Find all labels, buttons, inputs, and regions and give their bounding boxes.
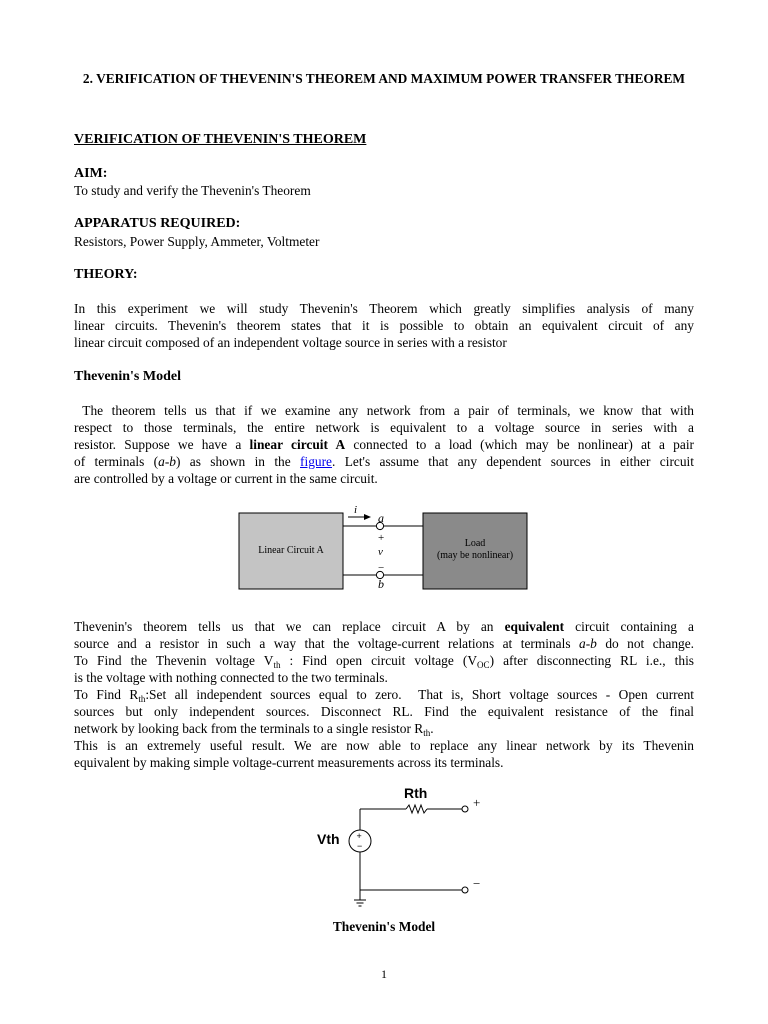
load-sublabel: (may be nonlinear) (436, 550, 514, 561)
text-run: source and a resistor in such a way that the voltage-current relations at terminals (74, 636, 580, 651)
bold-term: equivalent (504, 619, 565, 634)
text-run: To Find R (74, 687, 139, 702)
model-line-5: are controlled by a voltage or current in the same circuit. (74, 471, 378, 486)
plus-sign: + (378, 532, 385, 544)
apparatus-heading: APPARATUS REQUIRED: (74, 216, 241, 231)
subscript: th (423, 728, 431, 738)
aim-text: To study and verify the Thevenin's Theorem (74, 183, 311, 198)
current-arrowhead (364, 514, 371, 520)
subscript: OC (477, 660, 490, 670)
theory-line: In this experiment we will study Thevenin's Theorem which greatly simplifies analysis of many (74, 301, 694, 316)
model-line-1: The theorem tells us that if we examine any network from a pair of terminals, we know that with (74, 403, 694, 418)
replace-line-9: equivalent by making simple voltage-current measurements across its terminals. (74, 755, 504, 770)
replace-line-8: This is an extremely useful result. We are now able to replace any linear network by its Thevenin (74, 738, 694, 753)
model-heading: Thevenin's Model (74, 369, 181, 384)
figure-caption: Thevenin's Model (332, 919, 436, 934)
current-label: i (354, 504, 358, 516)
terminal-a-label: a (378, 511, 384, 525)
replace-paragraph (74, 618, 694, 771)
page-number: 1 (381, 967, 387, 981)
rth-label: Rth (404, 785, 428, 801)
thevenin-model-figure (312, 778, 492, 918)
text-run: ) as shown in the (175, 454, 301, 469)
terminal-b-label: b (378, 577, 384, 591)
text-run: connected to a load (which may be nonlinear) at a pair (345, 437, 695, 452)
theory-heading: THEORY: (74, 267, 138, 282)
replace-line-1 (74, 618, 694, 635)
text-run: of terminals ( (74, 454, 159, 469)
text-run: To Find the Thevenin voltage V (74, 653, 274, 668)
terminal-minus-sign: − (473, 876, 481, 891)
terminal-negative (462, 887, 468, 893)
replace-line-7 (74, 720, 694, 737)
replace-line-4: is the voltage with nothing connected to the two terminals. (74, 670, 388, 685)
source-minus-sign: − (357, 841, 363, 851)
minus-sign: − (378, 562, 385, 574)
text-run: . (430, 721, 434, 736)
text-run: do not change. (596, 636, 694, 651)
model-line-3 (74, 436, 694, 453)
model-line-4 (74, 453, 694, 470)
text-run: network by looking back from the terminals to a single resistor R (74, 721, 424, 736)
replace-line-5 (74, 686, 694, 703)
bold-term: linear circuit A (249, 437, 346, 452)
theory-paragraph (74, 300, 694, 351)
apparatus-text: Resistors, Power Supply, Ammeter, Voltmeter (74, 234, 320, 249)
terminal-positive (462, 806, 468, 812)
theory-line: linear circuits. Thevenin's theorem states that it is possible to obtain an equivalent circuit of any (74, 318, 694, 333)
replace-line-3 (74, 652, 694, 669)
document-title: 2. VERIFICATION OF THEVENIN'S THEOREM AND MAXIMUM POWER TRANSFER THEOREM (82, 71, 686, 86)
subscript: th (138, 694, 146, 704)
italic-term: a-b (579, 636, 597, 651)
vth-label: Vth (317, 831, 340, 847)
linear-circuit-label: Linear Circuit A (258, 545, 324, 556)
text-run: :Set all independent sources equal to zero. That is, Short voltage sources - Open current (145, 687, 695, 702)
text-run: circuit containing a (564, 619, 694, 634)
voltage-label: v (378, 546, 383, 558)
text-run: Thevenin's theorem tells us that we can replace circuit A by an (74, 619, 505, 634)
figure-link[interactable]: figure (300, 454, 333, 469)
replace-line-6: sources but only independent sources. Disconnect RL. Find the equivalent resistance of the final (74, 704, 694, 719)
aim-heading: AIM: (74, 166, 108, 181)
italic-term: a-b (158, 454, 176, 469)
theory-line: linear circuit composed of an independent voltage source in series with a resistor (74, 335, 507, 350)
linear-circuit-load-figure (238, 500, 528, 592)
text-run: : Find open circuit voltage (V (280, 653, 478, 668)
resistor-symbol (406, 805, 427, 813)
model-paragraph (74, 402, 694, 487)
section-heading: VERIFICATION OF THEVENIN'S THEOREM (74, 132, 367, 147)
source-plus-sign: + (356, 831, 362, 841)
text-run: . Let's assume that any dependent sources in either circuit (332, 454, 694, 469)
terminal-plus-sign: + (473, 795, 481, 810)
text-run: ) after disconnecting RL i.e., this (489, 653, 695, 668)
load-label: Load (464, 538, 486, 549)
replace-line-2 (74, 635, 694, 652)
text-run: resistor. Suppose we have a (74, 437, 250, 452)
subscript: th (273, 660, 281, 670)
model-line-2: respect to those terminals, the entire network is equivalent to a voltage source in series with a (74, 420, 694, 435)
